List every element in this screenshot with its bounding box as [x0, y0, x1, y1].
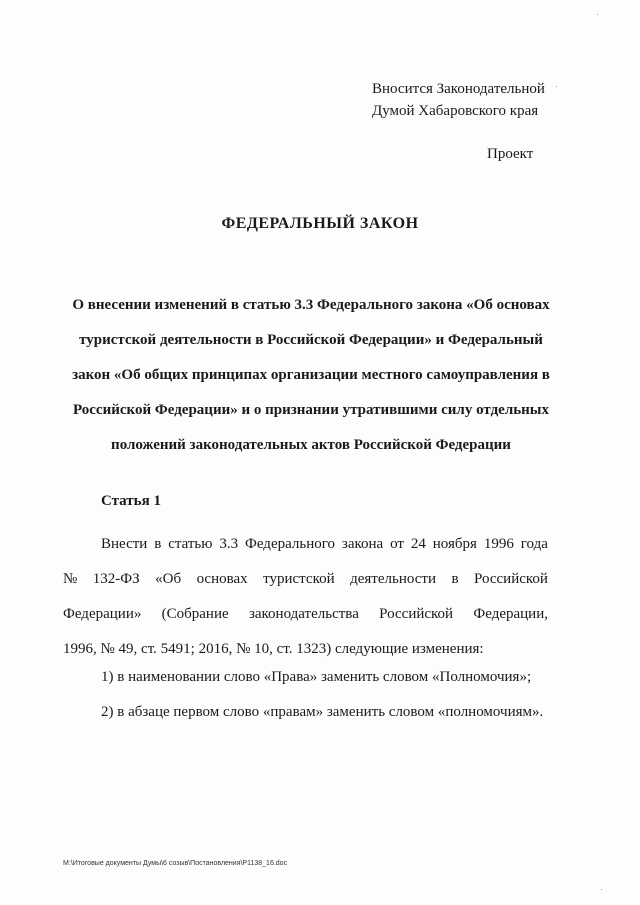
paragraph-word: Федерального — [245, 536, 336, 552]
article-paragraph — [63, 527, 548, 667]
paragraph-word: Федерации» — [63, 606, 142, 622]
draft-status-label: Проект — [487, 146, 534, 162]
paragraph-word: № — [63, 571, 78, 587]
paragraph-word: 24 — [410, 536, 426, 552]
law-title — [64, 288, 558, 463]
paragraph-line — [63, 632, 548, 667]
paragraph-word: 1996, № 49, ст. 5491; 2016, № 10, ст. 1323) следующие изменения: — [63, 641, 484, 657]
law-title-line: О внесении изменений в статью 3.3 Федерального закона «Об основах — [72, 297, 550, 313]
law-title-line: Российской Федерации» и о признании утратившими силу отдельных — [72, 402, 550, 418]
introduced-by-line: Думой Хабаровского края — [372, 103, 539, 119]
paragraph-word: 3.3 — [219, 536, 239, 552]
paragraph-word: года — [520, 536, 548, 552]
paragraph-word: Российской — [474, 571, 548, 587]
paragraph-word: основах — [196, 571, 248, 587]
paragraph-word: закона — [341, 536, 384, 552]
paragraph-line — [63, 597, 548, 632]
paragraph-word: 1996 — [483, 536, 514, 552]
law-title-line: туристской деятельности в Российской Федерации» и Федеральный — [79, 332, 543, 348]
amendment-item: 1) в наименовании слово «Права» заменить словом «Полномочия»; — [101, 669, 532, 685]
document-type-heading: ФЕДЕРАЛЬНЫЙ ЗАКОН — [221, 215, 419, 232]
introduced-by-line: Вносится Законодательной — [372, 81, 545, 97]
paragraph-word: «Об — [155, 571, 182, 587]
paragraph-word: Федерации, — [473, 606, 548, 622]
scan-speck — [597, 14, 598, 15]
paragraph-word: в — [451, 571, 459, 587]
introduced-by-block — [372, 78, 545, 122]
paragraph-line — [63, 527, 548, 562]
paragraph-word: (Собрание — [161, 606, 229, 622]
scan-speck — [556, 86, 557, 87]
paragraph-word: в — [154, 536, 162, 552]
paragraph-word: деятельности — [350, 571, 436, 587]
paragraph-word: законодательства — [248, 606, 359, 622]
paragraph-word: Внести — [101, 536, 148, 552]
law-title-line: закон «Об общих принципах организации местного самоуправления в — [72, 367, 550, 383]
paragraph-word: ноября — [432, 536, 477, 552]
scan-speck — [601, 889, 602, 890]
paragraph-word: статью — [168, 536, 213, 552]
article-heading: Статья 1 — [101, 493, 161, 509]
file-path-footer: M:\Итоговые документы Думы\6 созыв\Постановления\P1138_16.doc — [63, 860, 288, 867]
paragraph-word: Российской — [379, 606, 454, 622]
paragraph-word: туристской — [263, 571, 335, 587]
paragraph-word: от — [390, 536, 404, 552]
paragraph-line — [63, 562, 548, 597]
paragraph-word: 132-ФЗ — [92, 571, 140, 587]
law-title-line: положений законодательных актов Российской Федерации — [111, 437, 511, 453]
amendment-item: 2) в абзаце первом слово «правам» заменить словом «полномочиям». — [101, 704, 544, 720]
